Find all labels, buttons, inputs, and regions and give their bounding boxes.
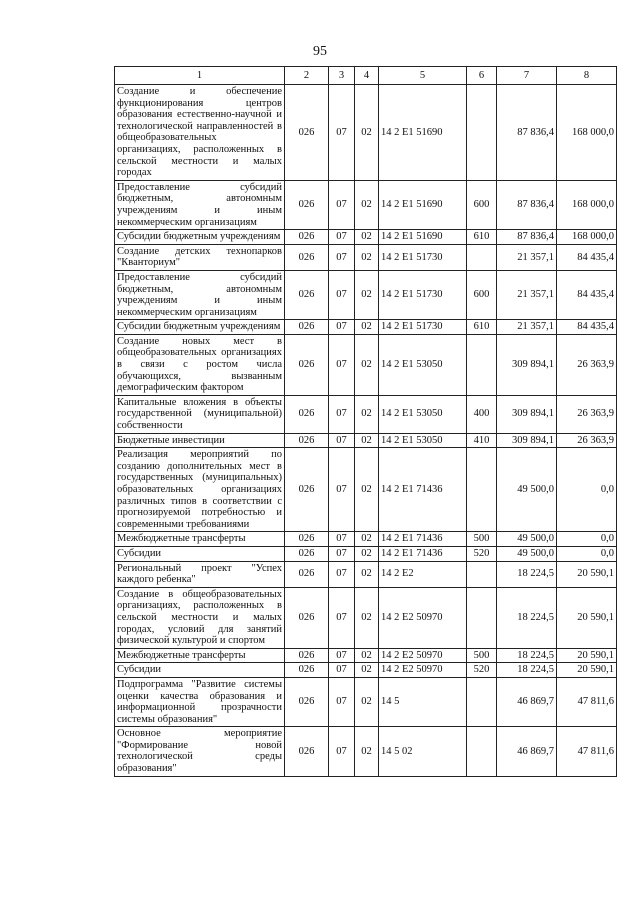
row-subsection: 02	[355, 180, 379, 229]
row-subsection: 02	[355, 433, 379, 448]
table-row	[115, 448, 617, 532]
row-amount-year-1: 49 500,0	[497, 532, 557, 547]
row-section: 07	[329, 448, 355, 532]
row-ministry-code: 026	[285, 727, 329, 776]
row-expense-type: 600	[467, 270, 497, 319]
row-expense-type	[467, 334, 497, 395]
row-section: 07	[329, 85, 355, 181]
table-row	[115, 334, 617, 395]
row-ministry-code: 026	[285, 395, 329, 433]
row-amount-year-2: 168 000,0	[557, 180, 617, 229]
row-section: 07	[329, 546, 355, 561]
row-amount-year-1: 21 357,1	[497, 270, 557, 319]
row-target-article: 14 2 E1 53050	[379, 334, 467, 395]
row-section: 07	[329, 433, 355, 448]
row-amount-year-2: 20 590,1	[557, 561, 617, 587]
table-row	[115, 433, 617, 448]
row-name: Предоставление субсидий бюджетным, автономным учреждениям и иным некоммерческим организациям	[115, 180, 285, 229]
row-name: Создание в общеобразовательных организациях, расположенных в сельской местности и малых городах, условий для занятий физической культурой и спортом	[115, 587, 285, 648]
row-ministry-code: 026	[285, 334, 329, 395]
row-expense-type: 600	[467, 180, 497, 229]
row-ministry-code: 026	[285, 270, 329, 319]
row-expense-type	[467, 448, 497, 532]
row-amount-year-1: 49 500,0	[497, 546, 557, 561]
row-name: Бюджетные инвестиции	[115, 433, 285, 448]
row-ministry-code: 026	[285, 587, 329, 648]
row-subsection: 02	[355, 230, 379, 245]
row-name: Создание и обеспечение функционирования центров образования естественно-научной и технологической направленностей в общеобразовательных организациях, расположенных в сельской местности и малых городах	[115, 85, 285, 181]
row-amount-year-2: 0,0	[557, 532, 617, 547]
row-expense-type: 410	[467, 433, 497, 448]
row-ministry-code: 026	[285, 561, 329, 587]
row-amount-year-1: 18 224,5	[497, 663, 557, 678]
row-amount-year-1: 309 894,1	[497, 433, 557, 448]
row-ministry-code: 026	[285, 648, 329, 663]
row-subsection: 02	[355, 270, 379, 319]
column-header: 4	[355, 67, 379, 85]
row-name: Создание детских технопарков "Кванториум"	[115, 244, 285, 270]
row-amount-year-2: 20 590,1	[557, 587, 617, 648]
row-subsection: 02	[355, 448, 379, 532]
table-row	[115, 270, 617, 319]
table-row	[115, 395, 617, 433]
row-amount-year-2: 168 000,0	[557, 85, 617, 181]
row-target-article: 14 2 E1 51730	[379, 244, 467, 270]
row-subsection: 02	[355, 587, 379, 648]
row-subsection: 02	[355, 532, 379, 547]
row-target-article: 14 2 E2 50970	[379, 648, 467, 663]
row-target-article: 14 2 E1 51730	[379, 270, 467, 319]
row-amount-year-1: 87 836,4	[497, 85, 557, 181]
row-expense-type	[467, 561, 497, 587]
row-section: 07	[329, 244, 355, 270]
table-row	[115, 663, 617, 678]
column-header: 1	[115, 67, 285, 85]
row-target-article: 14 2 E1 71436	[379, 448, 467, 532]
row-expense-type	[467, 587, 497, 648]
table-row	[115, 561, 617, 587]
row-ministry-code: 026	[285, 677, 329, 726]
table-row	[115, 587, 617, 648]
row-target-article: 14 5	[379, 677, 467, 726]
row-amount-year-1: 46 869,7	[497, 727, 557, 776]
row-amount-year-1: 49 500,0	[497, 448, 557, 532]
row-subsection: 02	[355, 320, 379, 335]
row-name: Основное мероприятие "Формирование новой технологической среды образования"	[115, 727, 285, 776]
row-section: 07	[329, 677, 355, 726]
row-section: 07	[329, 230, 355, 245]
row-subsection: 02	[355, 85, 379, 181]
row-name: Субсидии бюджетным учреждениям	[115, 230, 285, 245]
row-section: 07	[329, 648, 355, 663]
table-row	[115, 546, 617, 561]
row-target-article: 14 2 E1 53050	[379, 433, 467, 448]
row-name: Создание новых мест в общеобразовательных организациях в связи с ростом числа обучающихся, вызванным демографическим фактором	[115, 334, 285, 395]
row-section: 07	[329, 663, 355, 678]
row-target-article: 14 2 E1 71436	[379, 546, 467, 561]
row-amount-year-2: 84 435,4	[557, 320, 617, 335]
row-expense-type: 520	[467, 546, 497, 561]
row-target-article: 14 2 E2 50970	[379, 587, 467, 648]
row-name: Субсидии бюджетным учреждениям	[115, 320, 285, 335]
row-amount-year-1: 309 894,1	[497, 334, 557, 395]
row-ministry-code: 026	[285, 532, 329, 547]
row-amount-year-1: 309 894,1	[497, 395, 557, 433]
table-row	[115, 85, 617, 181]
row-amount-year-1: 46 869,7	[497, 677, 557, 726]
row-amount-year-2: 20 590,1	[557, 648, 617, 663]
row-amount-year-1: 21 357,1	[497, 244, 557, 270]
row-amount-year-1: 87 836,4	[497, 180, 557, 229]
row-expense-type: 400	[467, 395, 497, 433]
row-section: 07	[329, 270, 355, 319]
row-target-article: 14 2 E2	[379, 561, 467, 587]
row-ministry-code: 026	[285, 663, 329, 678]
row-amount-year-2: 47 811,6	[557, 727, 617, 776]
column-header: 6	[467, 67, 497, 85]
row-ministry-code: 026	[285, 244, 329, 270]
row-target-article: 14 2 E1 71436	[379, 532, 467, 547]
row-expense-type: 610	[467, 230, 497, 245]
row-amount-year-1: 87 836,4	[497, 230, 557, 245]
row-target-article: 14 2 E1 51730	[379, 320, 467, 335]
row-ministry-code: 026	[285, 180, 329, 229]
row-expense-type: 500	[467, 532, 497, 547]
row-expense-type: 500	[467, 648, 497, 663]
row-amount-year-1: 21 357,1	[497, 320, 557, 335]
row-target-article: 14 2 E1 53050	[379, 395, 467, 433]
row-name: Субсидии	[115, 663, 285, 678]
table-row	[115, 180, 617, 229]
row-amount-year-2: 0,0	[557, 448, 617, 532]
row-subsection: 02	[355, 677, 379, 726]
row-ministry-code: 026	[285, 433, 329, 448]
row-subsection: 02	[355, 334, 379, 395]
row-amount-year-2: 47 811,6	[557, 677, 617, 726]
row-section: 07	[329, 727, 355, 776]
row-expense-type: 520	[467, 663, 497, 678]
row-amount-year-1: 18 224,5	[497, 587, 557, 648]
row-section: 07	[329, 320, 355, 335]
row-subsection: 02	[355, 727, 379, 776]
row-expense-type	[467, 727, 497, 776]
column-header: 8	[557, 67, 617, 85]
header-row	[115, 67, 617, 85]
row-section: 07	[329, 334, 355, 395]
row-amount-year-2: 84 435,4	[557, 244, 617, 270]
column-header: 3	[329, 67, 355, 85]
row-ministry-code: 026	[285, 320, 329, 335]
row-section: 07	[329, 395, 355, 433]
row-subsection: 02	[355, 546, 379, 561]
row-expense-type: 610	[467, 320, 497, 335]
row-amount-year-2: 26 363,9	[557, 334, 617, 395]
row-ministry-code: 026	[285, 448, 329, 532]
row-amount-year-2: 0,0	[557, 546, 617, 561]
row-target-article: 14 2 E2 50970	[379, 663, 467, 678]
row-expense-type	[467, 244, 497, 270]
row-amount-year-1: 18 224,5	[497, 648, 557, 663]
row-amount-year-2: 84 435,4	[557, 270, 617, 319]
row-target-article: 14 2 E1 51690	[379, 180, 467, 229]
row-section: 07	[329, 561, 355, 587]
row-name: Реализация мероприятий по созданию дополнительных мест в государственных (муниципальных) образовательных организациях различных типов в соответствии с прогнозируемой потребностью и современными требованиями	[115, 448, 285, 532]
row-amount-year-1: 18 224,5	[497, 561, 557, 587]
row-target-article: 14 2 E1 51690	[379, 230, 467, 245]
row-amount-year-2: 26 363,9	[557, 395, 617, 433]
row-ministry-code: 026	[285, 230, 329, 245]
row-section: 07	[329, 180, 355, 229]
table-row	[115, 648, 617, 663]
row-name: Межбюджетные трансферты	[115, 532, 285, 547]
row-amount-year-2: 26 363,9	[557, 433, 617, 448]
row-target-article: 14 2 E1 51690	[379, 85, 467, 181]
table-row	[115, 320, 617, 335]
row-name: Региональный проект "Успех каждого ребенка"	[115, 561, 285, 587]
row-section: 07	[329, 587, 355, 648]
column-header: 7	[497, 67, 557, 85]
table-row	[115, 727, 617, 776]
column-header: 2	[285, 67, 329, 85]
row-subsection: 02	[355, 561, 379, 587]
table-row	[115, 532, 617, 547]
row-name: Субсидии	[115, 546, 285, 561]
row-amount-year-2: 168 000,0	[557, 230, 617, 245]
row-name: Подпрограмма "Развитие системы оценки качества образования и информационной прозрачности системы образования"	[115, 677, 285, 726]
row-name: Межбюджетные трансферты	[115, 648, 285, 663]
row-subsection: 02	[355, 663, 379, 678]
row-name: Капитальные вложения в объекты государственной (муниципальной) собственности	[115, 395, 285, 433]
row-name: Предоставление субсидий бюджетным, автономным учреждениям и иным некоммерческим организациям	[115, 270, 285, 319]
table-row	[115, 244, 617, 270]
row-expense-type	[467, 85, 497, 181]
row-section: 07	[329, 532, 355, 547]
row-subsection: 02	[355, 395, 379, 433]
column-header: 5	[379, 67, 467, 85]
page-number: 95	[313, 44, 327, 59]
row-ministry-code: 026	[285, 85, 329, 181]
table-row	[115, 677, 617, 726]
row-expense-type	[467, 677, 497, 726]
row-subsection: 02	[355, 648, 379, 663]
row-amount-year-2: 20 590,1	[557, 663, 617, 678]
table-row	[115, 230, 617, 245]
row-subsection: 02	[355, 244, 379, 270]
row-ministry-code: 026	[285, 546, 329, 561]
row-target-article: 14 5 02	[379, 727, 467, 776]
budget-table	[114, 66, 617, 777]
